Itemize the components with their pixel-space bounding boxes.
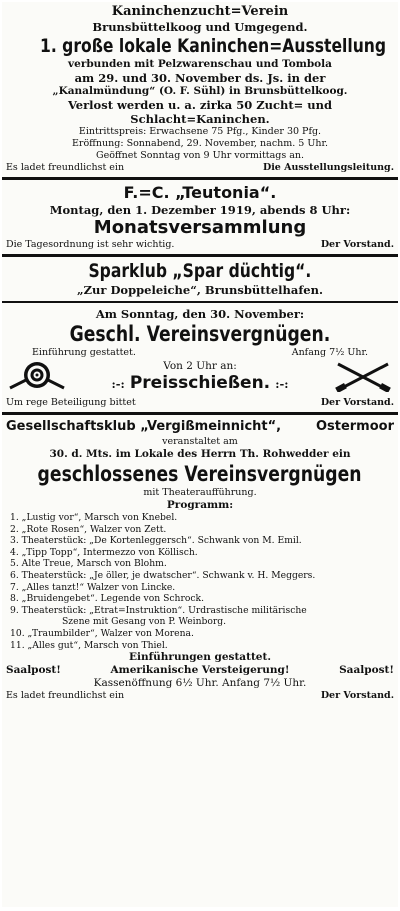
- ad3-signature: Der Vorstand.: [320, 397, 394, 408]
- shooting-target-icon: [8, 360, 66, 392]
- ad2-signature: Der Vorstand.: [320, 239, 394, 250]
- ad3-headline: Geschl. Vereinsvergnügen.: [69, 322, 331, 346]
- ad3-shoot-line: [66, 373, 334, 393]
- program-item: 2. „Rote Rosen“, Walzer von Zett.: [10, 523, 167, 535]
- ad1-line8: Geöffnet Sonntag von 9 Uhr vormittags an.: [95, 150, 305, 161]
- ad4-line1: veranstaltet am: [162, 436, 238, 447]
- ad1-line6: Eintrittspreis: Erwachsene 75 Pfg., Kinder 30 Pfg.: [78, 126, 322, 137]
- ad2-date: Montag, den 1. Dezember 1919, abends 8 Uhr:: [49, 203, 351, 217]
- ad1-line1: verbunden mit Pelzwarenschau und Tombola: [68, 58, 332, 70]
- ad4-auction: Amerikanische Versteigerung!: [110, 664, 290, 677]
- ad3-intro: [2, 347, 398, 359]
- ad1-subtitle: Brunsbüttelkoog und Umgegend.: [92, 20, 308, 34]
- ad3-appeal: Um rege Beteiligung bittet: [6, 397, 136, 408]
- divider: [2, 254, 398, 257]
- ad4-saalpost-right: Saalpost!: [339, 664, 394, 677]
- ad3-time: Von 2 Uhr an:: [163, 359, 237, 372]
- ad4-program-title: Programm:: [166, 499, 234, 511]
- divider: [2, 301, 398, 303]
- ad1-line3: „Kanalmündung“ (O. F. Sühl) in Brunsbüttelkoog.: [52, 85, 348, 97]
- ad3-shooting-row: [2, 359, 398, 393]
- program-item: 7. „Alles tanzt!“ Walzer von Lincke.: [10, 581, 176, 593]
- ad4-saalpost-left: Saalpost!: [6, 664, 61, 677]
- ad3-ornament-right: :-:: [275, 376, 289, 391]
- rabbit-show-ad: [2, 4, 398, 174]
- ad3-title: Sparklub „Spar düchtig“.: [88, 260, 312, 282]
- ad4-line2: 30. d. Mts. im Lokale des Herrn Th. Rohwedder ein: [49, 448, 351, 460]
- ad3-subtitle: „Zur Doppeleiche“, Brunsbüttelhafen.: [77, 283, 323, 297]
- sparklub-ad: [2, 260, 398, 409]
- divider: [2, 412, 398, 415]
- ad4-times: Kassenöffnung 6½ Uhr. Anfang 7½ Uhr.: [93, 677, 307, 690]
- ad2-footer: [2, 239, 398, 251]
- ad3-start-time: Anfang 7½ Uhr.: [291, 347, 368, 358]
- ad4-location: Ostermoor: [315, 419, 394, 434]
- ad3-footer: [2, 397, 398, 409]
- ad2-note: Die Tagesordnung ist sehr wichtig.: [6, 239, 175, 250]
- program-item: 4. „Tipp Topp“, Intermezzo von Köllisch.: [10, 546, 198, 558]
- program-item-continued: Szene mit Gesang von P. Weinborg.: [62, 616, 227, 628]
- ad3-shoot-block: [66, 360, 334, 393]
- ad3-entry-note: Einführung gestattet.: [32, 347, 136, 358]
- ad4-line3: mit Theateraufführung.: [143, 487, 257, 498]
- ad2-headline: Monatsversammlung: [93, 217, 307, 238]
- program-item: 1. „Lustig vor“, Marsch von Knebel.: [10, 512, 178, 523]
- crossed-rifles-icon: [334, 360, 392, 392]
- ad1-line2: am 29. und 30. November ds. Js. in der: [74, 71, 326, 85]
- ad1-signature: Die Ausstellungsleitung.: [262, 162, 394, 173]
- ad3-ornament-left: :-:: [111, 376, 125, 391]
- ad1-headline: 1. große lokale Kaninchen=Ausstellung: [39, 35, 387, 57]
- ad4-entry: Einführungen gestattet.: [129, 651, 271, 664]
- ad1-invite: Es ladet freundlichst ein: [6, 162, 125, 173]
- ad4-program-list: [2, 512, 398, 651]
- program-item: 8. „Bruidengebet“. Legende von Schrock.: [10, 593, 205, 605]
- ad1-line7: Eröffnung: Sonnabend, 29. November, nachm. 5 Uhr.: [71, 138, 329, 149]
- newspaper-ad-page: [2, 2, 398, 907]
- program-item: 6. Theaterstück: „Je öller, je dwatscher“. Schwank v. H. Meggers.: [10, 569, 316, 581]
- program-item: 3. Theaterstück: „De Kortenleggersch“. Schwank von M. Emil.: [10, 535, 302, 547]
- divider: [2, 177, 398, 180]
- vergissmeinnicht-ad: [2, 418, 398, 702]
- ad4-club: Gesellschaftsklub „Vergißmeinnicht“,: [6, 419, 282, 434]
- ad4-header: [2, 418, 398, 436]
- teutonia-ad: [2, 183, 398, 251]
- ad1-footer: [2, 162, 398, 174]
- program-item: 9. Theaterstück: „Etrat=Instruktion“. Urdrastische militärische: [10, 604, 307, 616]
- ad4-signature: Der Vorstand.: [320, 690, 394, 702]
- program-item: 5. Alte Treue, Marsch von Blohm.: [10, 558, 167, 570]
- ad4-auction-row: [2, 664, 398, 677]
- ad1-line4: Verlost werden u. a. zirka 50 Zucht= und: [67, 98, 333, 112]
- ad4-footer: [2, 690, 398, 702]
- ad2-title: F.=C. „Teutonia“.: [123, 183, 277, 202]
- ad1-line5: Schlacht=Kaninchen.: [130, 112, 270, 126]
- ad3-shoot: Preisschießen.: [129, 372, 271, 393]
- ad4-invite: Es ladet freundlichst ein: [6, 690, 125, 702]
- program-item: 11. „Alles gut“, Marsch von Thiel.: [10, 639, 168, 651]
- ad3-date: Am Sonntag, den 30. November:: [95, 307, 305, 321]
- ad4-headline: geschlossenes Vereinsvergnügen: [38, 462, 362, 486]
- ad1-title: Kaninchenzucht=Verein: [111, 4, 289, 19]
- program-item: 10. „Traumbilder“, Walzer von Morena.: [10, 627, 194, 639]
